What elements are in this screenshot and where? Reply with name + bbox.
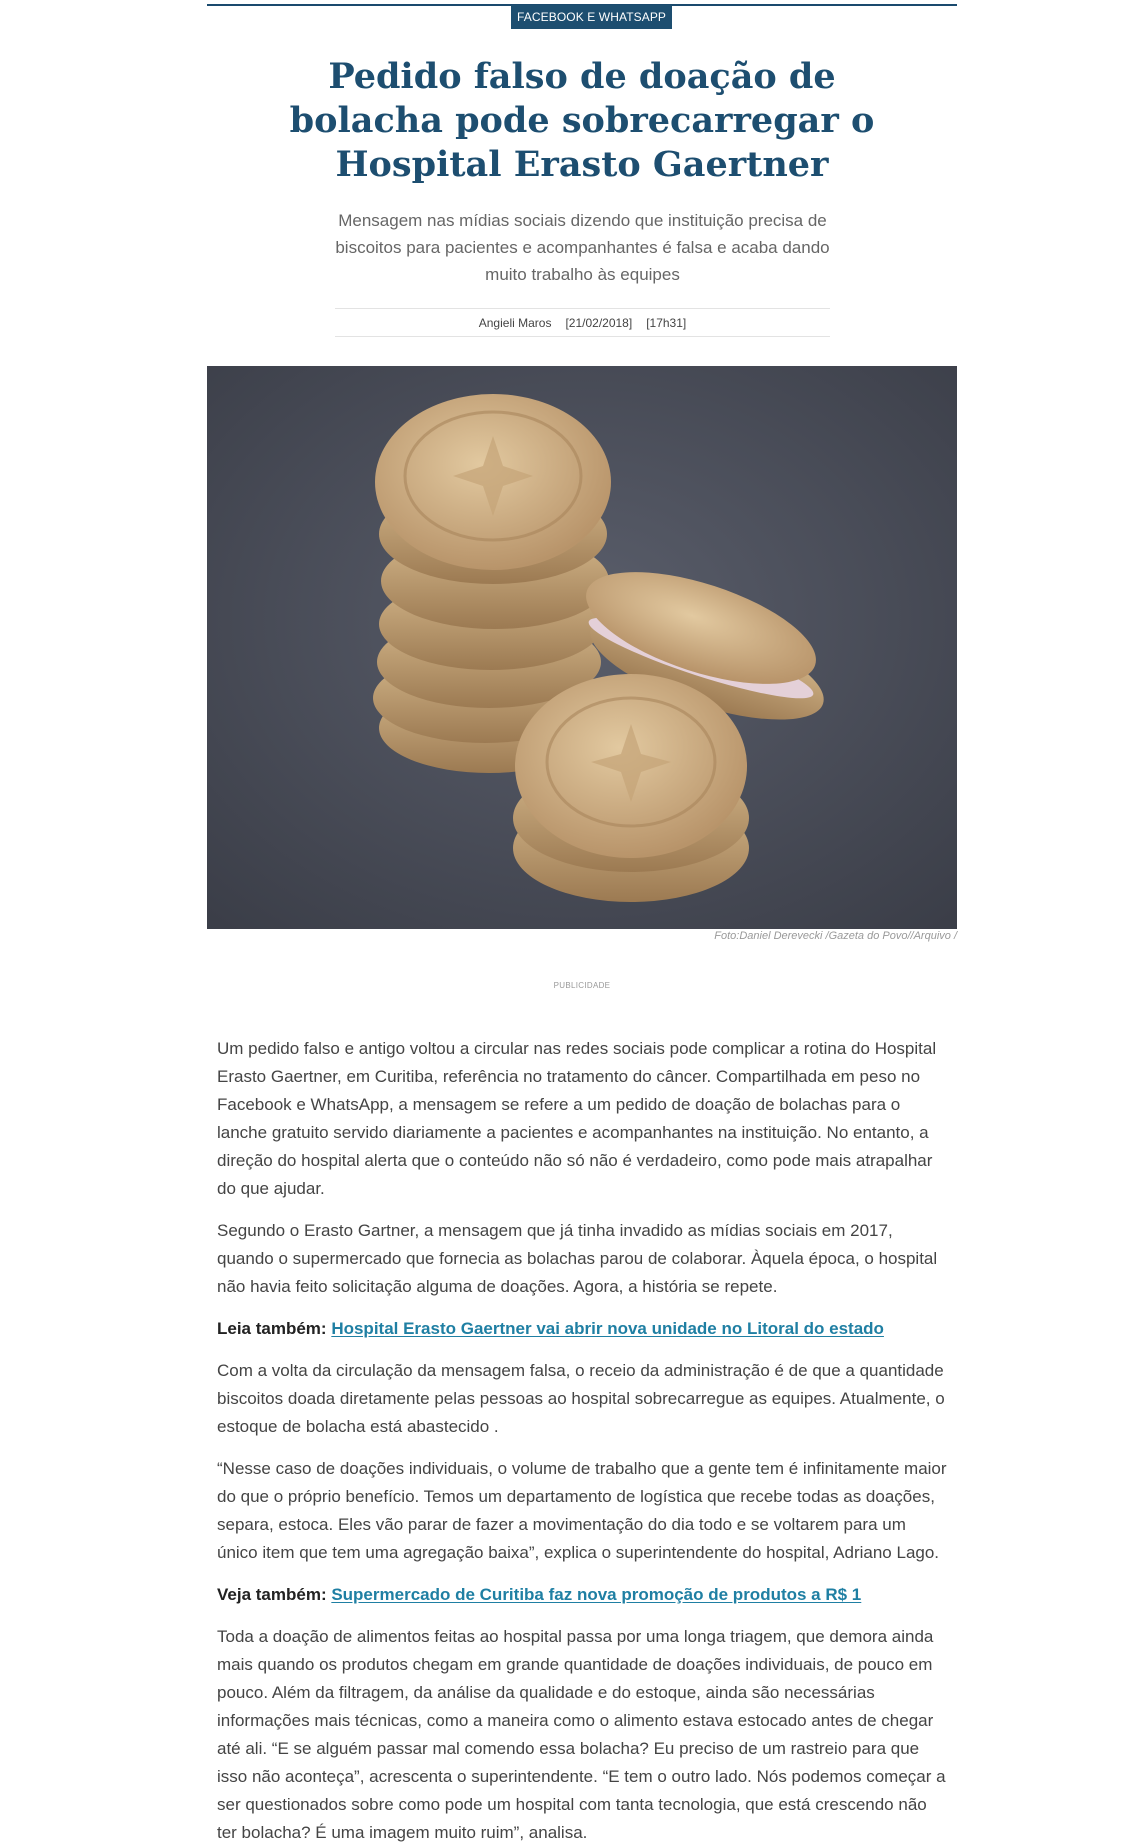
article-body <box>217 1035 947 1845</box>
author-name[interactable]: Angieli Maros <box>478 315 552 330</box>
cookie-pair <box>513 674 749 902</box>
related-link-block <box>217 1315 947 1343</box>
related-article-link[interactable]: Hospital Erasto Gaertner vai abrir nova unidade no Litoral do estado <box>331 1319 884 1338</box>
related-lead: Leia também: <box>217 1319 332 1338</box>
article-paragraph: “Nesse caso de doações individuais, o volume de trabalho que a gente tem é infinitamente maior do que o próprio benefício. Temos um departamento de logística que recebe todas as doações, separa, estoca. Eles vão parar de fazer a movimentação do dia todo e se voltarem para um único item que tem uma agregação baixa”, explica o superintendente do hospital, Adriano Lago. <box>217 1459 947 1562</box>
ad-label: PUBLICIDADE <box>553 981 611 990</box>
related-article-link[interactable]: Supermercado de Curitiba faz nova promoção de produtos a R$ 1 <box>331 1585 862 1604</box>
publish-time: [17h31] <box>646 315 687 330</box>
article-paragraph: Toda a doação de alimentos feitas ao hospital passa por uma longa triagem, que demora ainda mais quando os produtos chegam em grande quantidade de doações individuais, de pouco em pouco. Além da filtragem, da análise da qualidade e do estoque, ainda são necessárias informações mais técnicas, como a maneira como o alimento estava estocado antes de chegar até ali. “E se alguém passar mal comendo essa bolacha? Eu preciso de um rastreio para que isso não aconteça”, acrescenta o superintendente. “E tem o outro lado. Nós podemos começar a ser questionados sobre como pode um hospital com tanta tecnologia, que está crescendo não ter bolacha? É uma imagem muito ruim”, analisa. <box>217 1627 946 1842</box>
article-subtitle: Mensagem nas mídias sociais dizendo que instituição precisa de biscoitos para pacientes e acompanhantes é falsa e acaba dando muito trabalho às equipes <box>335 211 830 284</box>
article-paragraph: Um pedido falso e antigo voltou a circular nas redes sociais pode complicar a rotina do Hospital Erasto Gaertner, em Curitiba, referência no tratamento do câncer. Compartilhada em peso no Facebook e WhatsApp, a mensagem se refere a um pedido de doação de bolachas para o lanche gratuito servido diariamente a pacientes e acompanhantes na instituição. No entanto, a direção do hospital alerta que o conteúdo não só não é verdadeiro, como pode mais atrapalhar do que ajudar. <box>217 1039 937 1198</box>
cookies-stack-photo <box>207 366 957 929</box>
related-link-block <box>217 1581 947 1609</box>
byline <box>335 308 830 337</box>
publish-date: [21/02/2018] <box>565 315 633 330</box>
photo-credit: Foto:Daniel Derevecki /Gazeta do Povo//Arquivo / <box>714 930 957 942</box>
category-badge[interactable]: FACEBOOK E WHATSAPP <box>511 5 672 29</box>
article-paragraph: Com a volta da circulação da mensagem falsa, o receio da administração é de que a quantidade biscoitos doada diretamente pelas pessoas ao hospital sobrecarregue as equipes. Atualmente, o estoque de bolacha está abastecido . <box>217 1361 945 1436</box>
article-headline: Pedido falso de doação de bolacha pode sobrecarregar o Hospital Erasto Gaertner <box>289 56 875 185</box>
related-lead: Veja também: <box>217 1585 332 1604</box>
article-photo <box>207 366 957 929</box>
article-paragraph: Segundo o Erasto Gartner, a mensagem que já tinha invadido as mídias sociais em 2017, quando o supermercado que fornecia as bolachas parou de colaborar. Àquela época, o hospital não havia feito solicitação alguma de doações. Agora, a história se repete. <box>217 1221 938 1296</box>
